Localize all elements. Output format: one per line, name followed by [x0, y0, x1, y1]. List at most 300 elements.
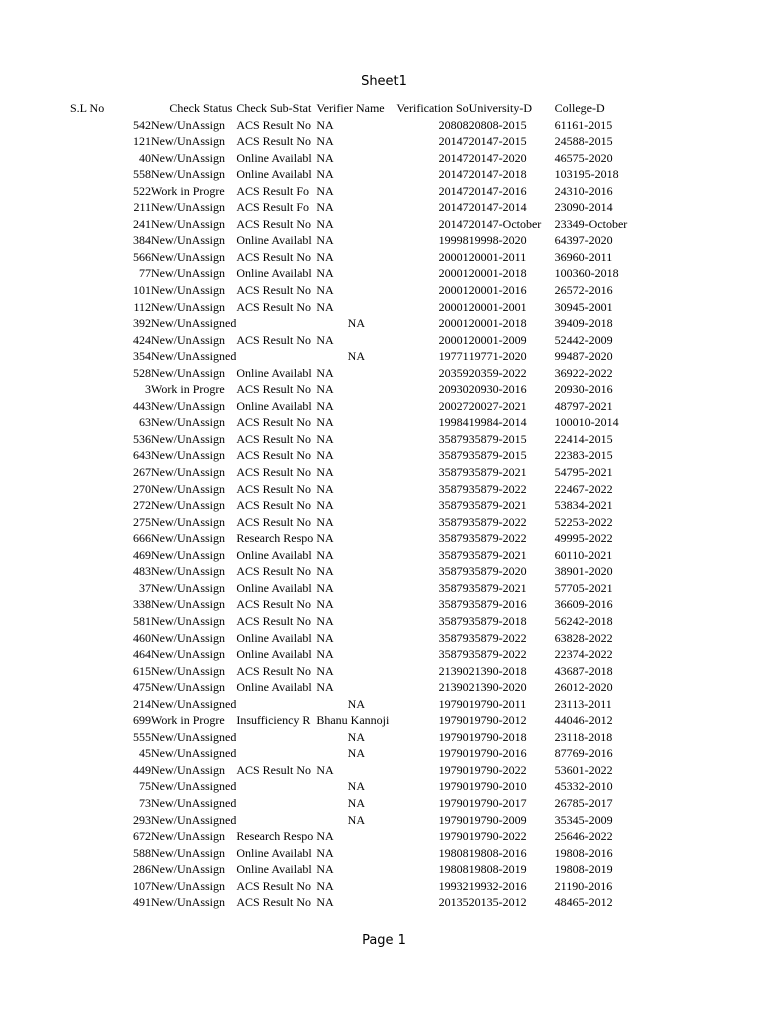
cell-verifier-name: NA	[316, 448, 334, 463]
cell-college: 100010-2014	[554, 415, 619, 430]
cell-university: 19808-2019	[468, 862, 527, 877]
table-row	[70, 117, 641, 134]
cell-check-sub-status: Insufficiency R	[236, 713, 311, 728]
cell-check-status: New/UnAssign	[151, 580, 225, 595]
cell-university: 35879-2021	[468, 498, 527, 513]
table-row	[70, 497, 641, 514]
cell-check-status: New/UnAssign	[151, 398, 225, 413]
table-row	[70, 679, 641, 696]
cell-sl-no: 45	[139, 746, 151, 761]
cell-check-status: New/UnAssign	[151, 465, 225, 480]
cell-sl-no: 37	[139, 580, 151, 595]
cell-university: 21390-2020	[468, 680, 527, 695]
cell-sl-no: 392	[133, 316, 151, 331]
cell-sl-no: 211	[133, 200, 151, 215]
header-university: University-D	[468, 101, 532, 115]
cell-check-sub-status: ACS Result No	[236, 481, 312, 496]
cell-sl-no: 469	[133, 547, 151, 562]
cell-check-status: New/UnAssign	[151, 547, 225, 562]
cell-verification-source: 20147	[438, 183, 469, 198]
cell-check-status: New/UnAssign	[151, 249, 225, 264]
cell-sl-no: 615	[133, 663, 151, 678]
cell-college: 53601-2022	[554, 762, 613, 777]
header-verification-source: Verification So	[396, 101, 469, 115]
cell-verifier-name: NA	[316, 299, 334, 314]
cell-sl-no: 121	[133, 134, 151, 149]
cell-check-sub-status: ACS Result No	[236, 431, 312, 446]
cell-verification-source: 35879	[438, 498, 469, 513]
cell-college: 49995-2022	[554, 531, 613, 546]
cell-check-status: New/UnAssigned	[151, 316, 237, 331]
cell-sl-no: 3	[145, 382, 151, 397]
cell-check-status: New/UnAssign	[151, 680, 225, 695]
cell-check-status: New/UnAssign	[151, 117, 225, 132]
cell-verifier-name: NA	[347, 746, 365, 761]
cell-check-sub-status	[236, 696, 316, 713]
cell-check-status: New/UnAssign	[151, 283, 225, 298]
cell-check-status: New/UnAssigned	[151, 729, 237, 744]
cell-sl-no: 275	[133, 514, 151, 529]
cell-university: 19984-2014	[468, 415, 527, 430]
cell-check-status: New/UnAssign	[151, 862, 225, 877]
cell-check-status: Work in Progre	[151, 382, 225, 397]
cell-university: 20930-2016	[468, 382, 527, 397]
cell-check-status: New/UnAssign	[151, 150, 225, 165]
header-college: College-D	[554, 101, 605, 115]
cell-verification-source: 20001	[438, 316, 469, 331]
cell-check-status: New/UnAssign	[151, 134, 225, 149]
cell-verifier-name: NA	[316, 514, 334, 529]
cell-check-sub-status: ACS Result No	[236, 382, 312, 397]
cell-verification-source: 19790	[438, 779, 469, 794]
cell-university: 20147-2018	[468, 167, 527, 182]
cell-verifier-name: NA	[316, 845, 334, 860]
cell-sl-no: 672	[133, 829, 151, 844]
cell-verifier-name: NA	[316, 680, 334, 695]
table-row	[70, 299, 641, 316]
cell-check-sub-status: ACS Result No	[236, 613, 312, 628]
cell-verifier-name: NA	[347, 812, 365, 827]
cell-verifier-name: NA	[316, 233, 334, 248]
cell-verifier-name: NA	[316, 531, 334, 546]
table-row	[70, 514, 641, 531]
cell-verifier-name: NA	[316, 266, 334, 281]
cell-college: 22374-2022	[554, 647, 613, 662]
cell-verifier-name: NA	[316, 150, 334, 165]
cell-university: 20147-2014	[468, 200, 527, 215]
cell-verification-source: 35879	[438, 531, 469, 546]
cell-check-sub-status: ACS Result No	[236, 134, 312, 149]
cell-verification-source: 35879	[438, 481, 469, 496]
cell-check-status: New/UnAssign	[151, 663, 225, 678]
table-row	[70, 530, 641, 547]
cell-check-status: New/UnAssigned	[151, 812, 237, 827]
data-table	[70, 100, 641, 911]
table-row	[70, 282, 641, 299]
cell-university: 20027-2021	[468, 398, 527, 413]
cell-verifier-name: NA	[316, 647, 334, 662]
cell-university: 19790-2022	[468, 829, 527, 844]
cell-college: 36922-2022	[554, 365, 613, 380]
cell-check-sub-status: ACS Result No	[236, 895, 312, 910]
cell-college: 44046-2012	[554, 713, 613, 728]
cell-check-status: New/UnAssign	[151, 332, 225, 347]
table-row	[70, 398, 641, 415]
cell-sl-no: 293	[133, 812, 151, 827]
cell-check-sub-status	[236, 348, 316, 365]
cell-university: 20135-2012	[468, 895, 527, 910]
cell-verification-source: 21390	[438, 663, 469, 678]
cell-college: 26785-2017	[554, 795, 613, 810]
cell-check-sub-status: Online Availabl	[236, 167, 312, 182]
cell-check-status: New/UnAssigned	[151, 795, 237, 810]
cell-check-status: New/UnAssign	[151, 878, 225, 893]
cell-sl-no: 581	[133, 613, 151, 628]
header-check-sub-status: Check Sub-Stat	[236, 101, 312, 115]
cell-check-sub-status	[236, 729, 316, 746]
table-row	[70, 646, 641, 663]
cell-verifier-name: NA	[347, 696, 365, 711]
cell-college: 19808-2019	[554, 862, 613, 877]
cell-verifier-name: NA	[347, 779, 365, 794]
table-row	[70, 365, 641, 382]
cell-verifier-name: NA	[316, 332, 334, 347]
table-row	[70, 166, 641, 183]
header-verifier-name: Verifier Name	[316, 101, 385, 115]
cell-sl-no: 475	[133, 680, 151, 695]
cell-sl-no: 483	[133, 564, 151, 579]
cell-college: 23113-2011	[554, 696, 612, 711]
cell-university: 19932-2016	[468, 878, 527, 893]
cell-sl-no: 77	[139, 266, 151, 281]
cell-check-status: New/UnAssign	[151, 431, 225, 446]
cell-sl-no: 112	[133, 299, 151, 314]
cell-college: 36960-2011	[554, 249, 613, 264]
header-sl-no: S.L No	[70, 101, 105, 115]
header-row	[70, 100, 641, 117]
cell-college: 43687-2018	[554, 663, 613, 678]
cell-check-status: New/UnAssign	[151, 233, 225, 248]
cell-college: 64397-2020	[554, 233, 613, 248]
cell-verification-source: 19790	[438, 713, 469, 728]
cell-verification-source: 20001	[438, 249, 469, 264]
cell-verifier-name: NA	[316, 183, 334, 198]
cell-check-status: New/UnAssign	[151, 597, 225, 612]
cell-check-sub-status: ACS Result Fo	[236, 183, 310, 198]
table-row	[70, 596, 641, 613]
cell-college: 87769-2016	[554, 746, 613, 761]
cell-college: 52253-2022	[554, 514, 613, 529]
table-row	[70, 414, 641, 431]
cell-sl-no: 384	[133, 233, 151, 248]
cell-college: 46575-2020	[554, 150, 613, 165]
cell-check-status: New/UnAssign	[151, 613, 225, 628]
cell-sl-no: 542	[133, 117, 151, 132]
table-row	[70, 580, 641, 597]
cell-verifier-name: NA	[316, 564, 334, 579]
sheet-title: Sheet1	[361, 74, 407, 89]
cell-sl-no: 699	[133, 713, 151, 728]
cell-verification-source: 19808	[438, 862, 469, 877]
cell-verifier-name: NA	[316, 613, 334, 628]
cell-college: 20930-2016	[554, 382, 613, 397]
cell-check-status: New/UnAssign	[151, 415, 225, 430]
cell-verification-source: 35879	[438, 547, 469, 562]
cell-college: 30945-2001	[554, 299, 613, 314]
cell-sl-no: 101	[133, 283, 151, 298]
cell-college: 45332-2010	[554, 779, 613, 794]
cell-college: 48465-2012	[554, 895, 613, 910]
table-row	[70, 861, 641, 878]
cell-college: 103195-2018	[554, 167, 619, 182]
cell-university: 19790-2009	[468, 812, 527, 827]
cell-verification-source: 35879	[438, 431, 469, 446]
cell-college: 54795-2021	[554, 465, 613, 480]
cell-university: 19790-2016	[468, 746, 527, 761]
cell-sl-no: 272	[133, 498, 151, 513]
cell-check-status: New/UnAssign	[151, 762, 225, 777]
table-row	[70, 762, 641, 779]
cell-verification-source: 20147	[438, 150, 469, 165]
cell-check-sub-status: ACS Result No	[236, 663, 312, 678]
cell-sl-no: 63	[139, 415, 151, 430]
cell-university: 21390-2018	[468, 663, 527, 678]
cell-sl-no: 666	[133, 531, 151, 546]
cell-verification-source: 19790	[438, 696, 469, 711]
table-row	[70, 249, 641, 266]
cell-sl-no: 522	[133, 183, 151, 198]
table-row	[70, 878, 641, 895]
cell-sl-no: 270	[133, 481, 151, 496]
cell-verifier-name: NA	[316, 895, 334, 910]
cell-verification-source: 20135	[438, 895, 469, 910]
cell-verifier-name: NA	[316, 283, 334, 298]
cell-check-sub-status: Online Availabl	[236, 845, 312, 860]
cell-verification-source: 20147	[438, 134, 469, 149]
cell-check-sub-status: ACS Result No	[236, 597, 312, 612]
cell-verifier-name: NA	[316, 200, 334, 215]
cell-college: 99487-2020	[554, 349, 613, 364]
cell-check-sub-status: Online Availabl	[236, 233, 312, 248]
cell-sl-no: 107	[133, 878, 151, 893]
cell-college: 38901-2020	[554, 564, 613, 579]
cell-check-sub-status	[236, 315, 316, 332]
cell-university: 19790-2010	[468, 779, 527, 794]
cell-college: 25646-2022	[554, 829, 613, 844]
cell-check-sub-status: Online Availabl	[236, 150, 312, 165]
table-row	[70, 464, 641, 481]
cell-sl-no: 354	[133, 349, 151, 364]
cell-verifier-name: NA	[316, 762, 334, 777]
cell-check-sub-status: Online Availabl	[236, 630, 312, 645]
cell-check-sub-status: ACS Result No	[236, 878, 312, 893]
cell-verification-source: 20147	[438, 200, 469, 215]
cell-verification-source: 35879	[438, 630, 469, 645]
cell-check-sub-status: Online Availabl	[236, 547, 312, 562]
cell-verifier-name: NA	[316, 249, 334, 264]
cell-verifier-name: NA	[316, 134, 334, 149]
cell-university: 35879-2020	[468, 564, 527, 579]
cell-university: 35879-2015	[468, 448, 527, 463]
cell-verification-source: 20147	[438, 216, 469, 231]
table-row	[70, 431, 641, 448]
cell-sl-no: 241	[133, 216, 151, 231]
cell-check-status: Work in Progre	[151, 713, 225, 728]
cell-university: 19790-2017	[468, 795, 527, 810]
cell-check-sub-status: Online Availabl	[236, 680, 312, 695]
cell-university: 20001-2018	[468, 266, 527, 281]
cell-verifier-name: Bhanu Kannoji	[316, 713, 390, 728]
cell-verifier-name: NA	[316, 365, 334, 380]
cell-verification-source: 19790	[438, 829, 469, 844]
cell-check-status: New/UnAssign	[151, 845, 225, 860]
cell-verification-source: 20359	[438, 365, 469, 380]
cell-university: 35879-2022	[468, 630, 527, 645]
cell-check-sub-status	[236, 745, 316, 762]
cell-verifier-name: NA	[316, 498, 334, 513]
cell-check-status: New/UnAssign	[151, 365, 225, 380]
cell-college: 100360-2018	[554, 266, 619, 281]
cell-university: 20001-2018	[468, 316, 527, 331]
cell-university: 20001-2011	[468, 249, 527, 264]
cell-check-sub-status: ACS Result No	[236, 332, 312, 347]
cell-verifier-name: NA	[347, 795, 365, 810]
cell-verification-source: 35879	[438, 580, 469, 595]
cell-verifier-name: NA	[316, 580, 334, 595]
cell-college: 26572-2016	[554, 283, 613, 298]
table-row	[70, 812, 641, 829]
cell-check-status: New/UnAssign	[151, 829, 225, 844]
cell-sl-no: 460	[133, 630, 151, 645]
table-row	[70, 133, 641, 150]
cell-check-status: Work in Progre	[151, 183, 225, 198]
cell-verification-source: 20930	[438, 382, 469, 397]
cell-verifier-name: NA	[316, 167, 334, 182]
cell-sl-no: 566	[133, 249, 151, 264]
cell-sl-no: 491	[133, 895, 151, 910]
cell-verification-source: 20027	[438, 398, 469, 413]
cell-sl-no: 214	[133, 696, 151, 711]
table-row	[70, 696, 641, 713]
cell-check-status: New/UnAssign	[151, 167, 225, 182]
cell-sl-no: 555	[133, 729, 151, 744]
cell-college: 22467-2022	[554, 481, 613, 496]
cell-sl-no: 75	[139, 779, 151, 794]
table-row	[70, 563, 641, 580]
cell-sl-no: 464	[133, 647, 151, 662]
cell-verification-source: 35879	[438, 564, 469, 579]
cell-sl-no: 338	[133, 597, 151, 612]
cell-check-sub-status: ACS Result No	[236, 448, 312, 463]
cell-college: 61161-2015	[554, 117, 613, 132]
cell-check-status: New/UnAssign	[151, 531, 225, 546]
cell-sl-no: 286	[133, 862, 151, 877]
table-row	[70, 348, 641, 365]
cell-check-sub-status	[236, 812, 316, 829]
cell-check-sub-status: Online Availabl	[236, 647, 312, 662]
table-row	[70, 381, 641, 398]
cell-verification-source: 19790	[438, 795, 469, 810]
cell-check-sub-status: ACS Result Fo	[236, 200, 310, 215]
cell-check-status: New/UnAssign	[151, 564, 225, 579]
cell-check-sub-status: ACS Result No	[236, 415, 312, 430]
cell-verification-source: 20001	[438, 283, 469, 298]
cell-verification-source: 20001	[438, 266, 469, 281]
cell-check-sub-status: ACS Result No	[236, 283, 312, 298]
cell-college: 56242-2018	[554, 613, 613, 628]
cell-university: 19808-2016	[468, 845, 527, 860]
cell-sl-no: 40	[139, 150, 151, 165]
cell-university: 35879-2022	[468, 531, 527, 546]
cell-verification-source: 19932	[438, 878, 469, 893]
table-row	[70, 712, 641, 729]
cell-verifier-name: NA	[347, 729, 365, 744]
table-row	[70, 845, 641, 862]
cell-verifier-name: NA	[316, 663, 334, 678]
cell-check-sub-status: ACS Result No	[236, 249, 312, 264]
cell-check-sub-status: Online Availabl	[236, 862, 312, 877]
cell-sl-no: 73	[139, 795, 151, 810]
cell-check-status: New/UnAssign	[151, 630, 225, 645]
cell-verifier-name: NA	[316, 382, 334, 397]
cell-check-status: New/UnAssign	[151, 216, 225, 231]
table-row	[70, 199, 641, 216]
cell-college: 21190-2016	[554, 878, 613, 893]
cell-college: 19808-2016	[554, 845, 613, 860]
cell-university: 35879-2021	[468, 465, 527, 480]
cell-verification-source: 19998	[438, 233, 469, 248]
cell-sl-no: 528	[133, 365, 151, 380]
cell-verifier-name: NA	[316, 117, 334, 132]
cell-verification-source: 20001	[438, 332, 469, 347]
cell-check-sub-status: Online Availabl	[236, 266, 312, 281]
table-row	[70, 613, 641, 630]
cell-sl-no: 424	[133, 332, 151, 347]
cell-college: 24310-2016	[554, 183, 613, 198]
cell-sl-no: 588	[133, 845, 151, 860]
cell-university: 19790-2011	[468, 696, 527, 711]
cell-verification-source: 35879	[438, 597, 469, 612]
cell-check-status: New/UnAssign	[151, 498, 225, 513]
table-row	[70, 729, 641, 746]
table-row	[70, 232, 641, 249]
cell-check-sub-status: ACS Result No	[236, 117, 312, 132]
table-row	[70, 315, 641, 332]
cell-university: 20001-2009	[468, 332, 527, 347]
cell-check-sub-status: Research Respo	[236, 531, 314, 546]
cell-verifier-name: NA	[347, 349, 365, 364]
cell-college: 23349-October	[554, 216, 628, 231]
cell-verifier-name: NA	[316, 415, 334, 430]
cell-university: 35879-2021	[468, 547, 527, 562]
table-row	[70, 795, 641, 812]
cell-verification-source: 35879	[438, 613, 469, 628]
cell-sl-no: 536	[133, 431, 151, 446]
cell-college: 57705-2021	[554, 580, 613, 595]
cell-verification-source: 19984	[438, 415, 469, 430]
cell-verifier-name: NA	[316, 481, 334, 496]
cell-university: 35879-2021	[468, 580, 527, 595]
cell-sl-no: 443	[133, 398, 151, 413]
cell-sl-no: 449	[133, 762, 151, 777]
header-check-status: Check Status	[169, 101, 233, 115]
cell-verification-source: 20808	[438, 117, 469, 132]
cell-verification-source: 19790	[438, 762, 469, 777]
cell-check-status: New/UnAssigned	[151, 349, 237, 364]
cell-college: 23118-2018	[554, 729, 613, 744]
cell-verification-source: 35879	[438, 514, 469, 529]
cell-university: 19790-2018	[468, 729, 527, 744]
